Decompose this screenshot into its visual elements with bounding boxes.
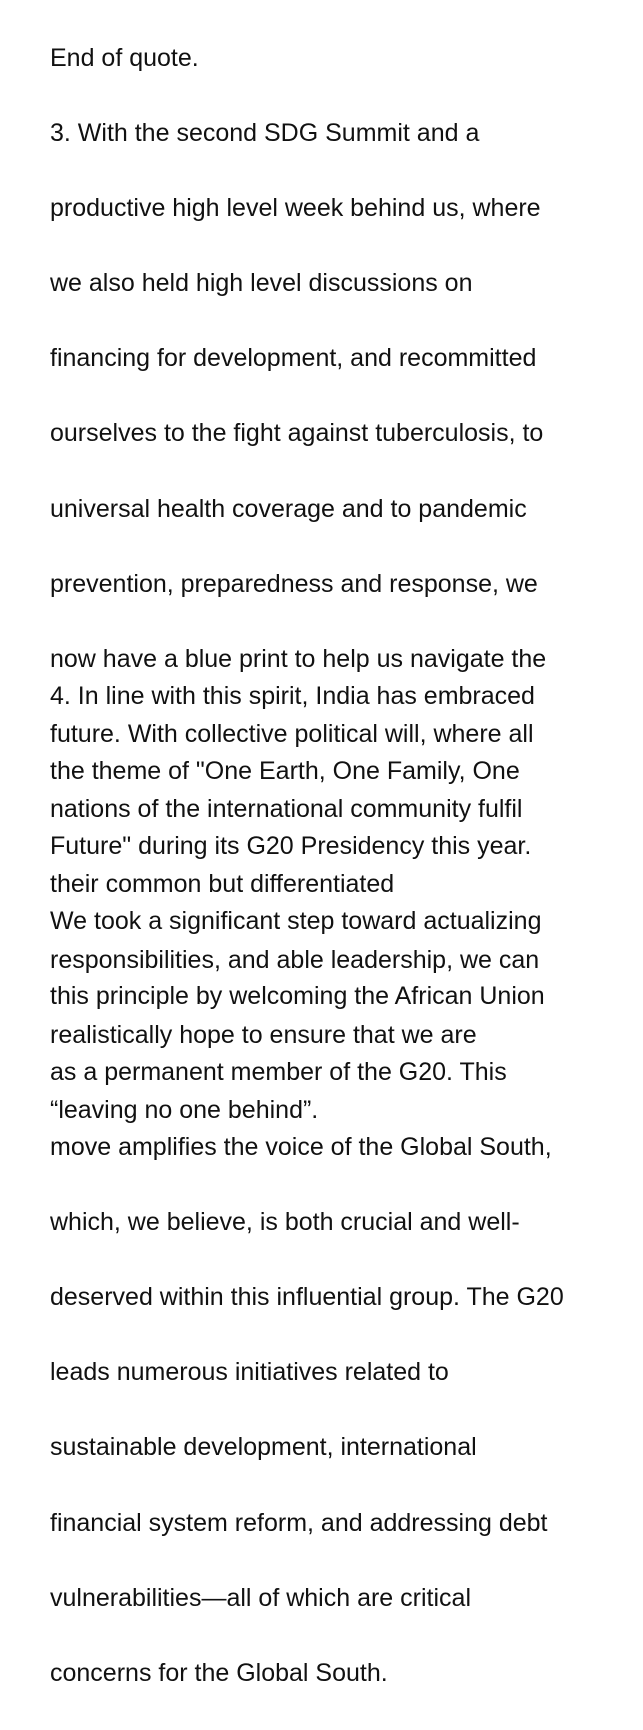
text-line: financing for development, and recommitted	[50, 344, 537, 373]
text-line: concerns for the Global South.	[50, 1659, 388, 1688]
text-line: 3. With the second SDG Summit and a	[50, 118, 480, 147]
text-line: we also held high level discussions on	[50, 268, 473, 297]
text-line: now have a blue print to help us navigate the	[50, 644, 547, 673]
text-line: vulnerabilities—all of which are critical	[50, 1583, 471, 1612]
text-line: responsibilities, and able leadership, we can	[50, 945, 540, 974]
text-line: prevention, preparedness and response, we	[50, 569, 538, 598]
text-line: productive high level week behind us, where	[50, 193, 541, 222]
text-line: deserved within this influential group. The G20	[50, 1283, 564, 1312]
text-line: “leaving no one behind”.	[50, 1096, 319, 1125]
text-line: End of quote.	[50, 43, 199, 72]
text-line: move amplifies the voice of the Global South,	[50, 1132, 552, 1161]
text-line: sustainable development, international	[50, 1433, 477, 1462]
text-line: as a permanent member of the G20. This	[50, 1057, 507, 1086]
text-line: future. With collective political will, where all	[50, 720, 534, 749]
text-line: financial system reform, and addressing debt	[50, 1508, 548, 1537]
text-line: the theme of "One Earth, One Family, One	[50, 756, 520, 785]
text-line: ourselves to the fight against tuberculosis, to	[50, 419, 544, 448]
text-line: We took a significant step toward actualizing	[50, 907, 542, 936]
text-line: this principle by welcoming the African Union	[50, 982, 545, 1011]
paragraph-4	[50, 640, 564, 1730]
text-line: universal health coverage and to pandemic	[50, 494, 527, 523]
text-line: their common but differentiated	[50, 870, 395, 899]
text-line: realistically hope to ensure that we are	[50, 1020, 477, 1049]
text-line: which, we believe, is both crucial and well-	[50, 1207, 520, 1236]
text-line: leads numerous initiatives related to	[50, 1358, 449, 1387]
text-line: 4. In line with this spirit, India has embraced	[50, 681, 535, 710]
text-line: Future" during its G20 Presidency this year.	[50, 831, 532, 860]
text-line: nations of the international community fulfil	[50, 795, 523, 824]
